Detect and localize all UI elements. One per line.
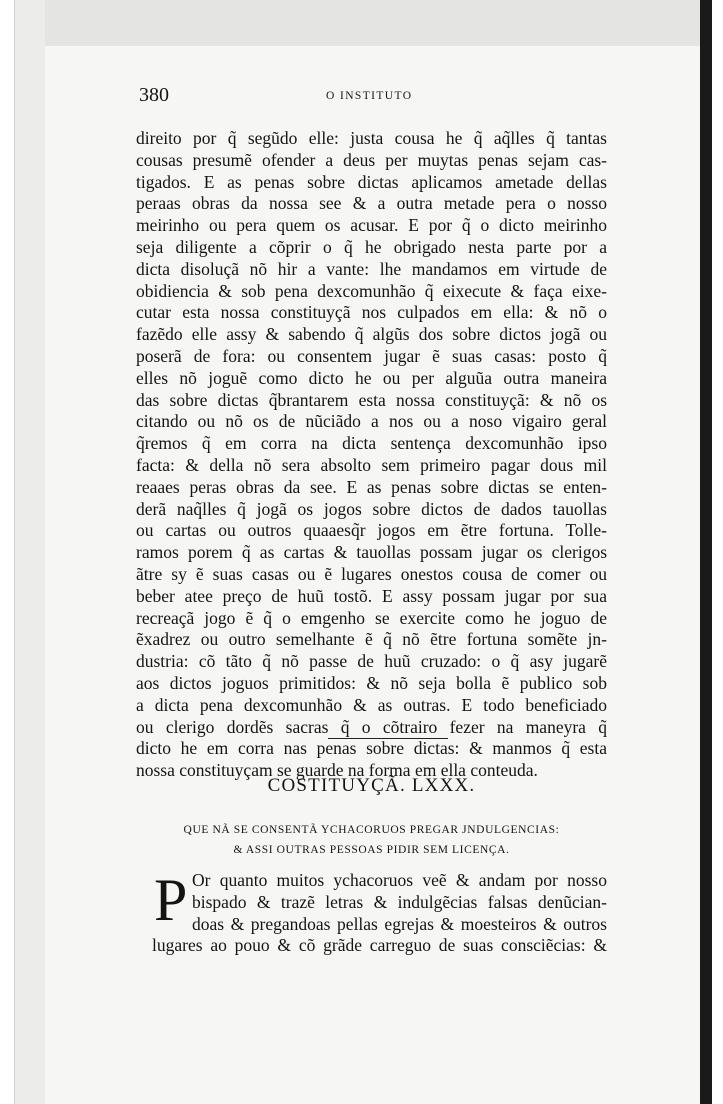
text-line: ramos porem q̃ as cartas & tauollas possam jugar os clerigos [136,542,607,563]
page-number: 380 [139,84,169,106]
scan-shadow-left [15,0,45,1104]
text-line: citando ou nõ os de nũciãdo a nos ou a noso vigairo geral [136,411,607,432]
chapter-title: COSTITUYÇÃ. LXXX. [267,775,476,796]
text-line: aos dictos joguos primitidos: & nõ seja bolla ẽ publico sob [136,672,607,693]
drop-cap: P [154,867,188,933]
text-line: facta: & della nõ sera absolto sem primeiro pagar dous mil [136,454,607,475]
running-title: O INSTITUTO [326,90,413,102]
text-line: cousas presumẽ ofender a deus per muytas penas sejam cas- [136,149,607,170]
text-line: dicto he em corra nas penas sobre dictas: & manmos q̃ esta [136,738,607,759]
text-line: dustria: cõ tãto q̃ nõ passe de huũ cruzado: o q̃ asy jugarẽ [136,651,607,672]
text-line: q̃remos q̃ em corra na dicta sentença dexcomunhão ipso [136,433,607,454]
text-line: ou clerigo dordẽs sacras q̃ o cõtrairo fezer na maneyra q̃ [136,716,607,737]
section-divider [328,738,448,739]
chapter-subtitle [136,820,607,860]
body-paragraph [136,128,607,782]
chapter-paragraph [152,867,607,957]
text-line: fazẽdo elle assy & sabendo q̃ algũs dos sobre dictos jogã ou [136,324,607,345]
scan-border-right [700,0,712,1104]
text-line: a dicta pena dexcomunhão & as outras. E todo beneficiado [136,694,607,715]
text-line: ou cartas ou outros quaaesq̃r jogos em ẽtre fortuna. Tolle- [136,520,607,541]
text-line: bispado & trazẽ letras & indulgẽcias falsas denũcian- [192,891,607,912]
text-line: peraas obras da nossa see & a outra metade pera o nosso [136,193,607,214]
text-line: direito por q̃ segũdo elle: justa cousa he q̃ aq̃lles q̃ tantas [136,128,607,148]
text-line: poserã de fora: ou consentem jugar ẽ suas casas: posto q̃ [136,345,607,366]
text-line: Or quanto muitos ychacoruos veẽ & andam por nosso [192,870,607,890]
text-line: elles nõ joguẽ como dicto he ou per alguũa outra maneira [136,367,607,388]
text-line: das sobre dictas q̃brantarem esta nossa constituyçã: & nõ os [136,389,607,410]
text-line: ãtre sy ẽ suas casas ou ẽ lugares onestos cousa de comer ou [136,563,607,584]
text-line: ẽxadrez ou outro semelhante ẽ q̃ nõ ẽtre fortuna somẽte jn- [136,629,607,650]
text-line: doas & pregandoas pellas egrejas & moesteiros & outros [192,913,607,934]
text-line: tigados. E as penas sobre dictas aplicamos ametade dellas [136,171,607,192]
text-line: cutar esta nossa constituyçã nos culpados em ella: & nõ o [136,302,607,323]
text-line: dicta disoluçã nõ hir a vante: lhe mandamos em virtude de [136,258,607,279]
text-line: lugares ao pouo & cõ grãde carreguo de suas consciẽcias: & [152,935,607,956]
text-line: reaaes peras obras da see. E as penas sobre dictas se enten- [136,476,607,497]
text-line: nossa constituyçam se guarde na forma em ella conteuda. [136,760,538,781]
text-line: recreaçã jogo ẽ q̃ o emgenho se exercite como he joguo de [136,607,607,628]
subtitle-line: & ASSI OUTRAS PESSOAS PIDIR SEM LICENÇA. [233,844,510,856]
subtitle-line: QUE NÃ SE CONSENTÃ YCHACORUOS PREGAR JNDULGENCIAS: [183,824,560,836]
text-line: seja diligente a cõprir o q̃ he obrigado nesta parte por a [136,236,607,257]
text-line: obidiencia & sob pena dexcomunhão q̃ eixecute & faça eixe- [136,280,607,301]
scan-shadow-top [15,0,712,46]
text-line: derã naq̃lles q̃ jogã os jogos sobre dictos de dados tauollas [136,498,607,519]
text-line: beber atee preço de huũ tostõ. E assy possam jugar por sua [136,585,607,606]
text-line: meirinho ou pera quem os acusar. E por q̃ o dicto meirinho [136,215,607,236]
